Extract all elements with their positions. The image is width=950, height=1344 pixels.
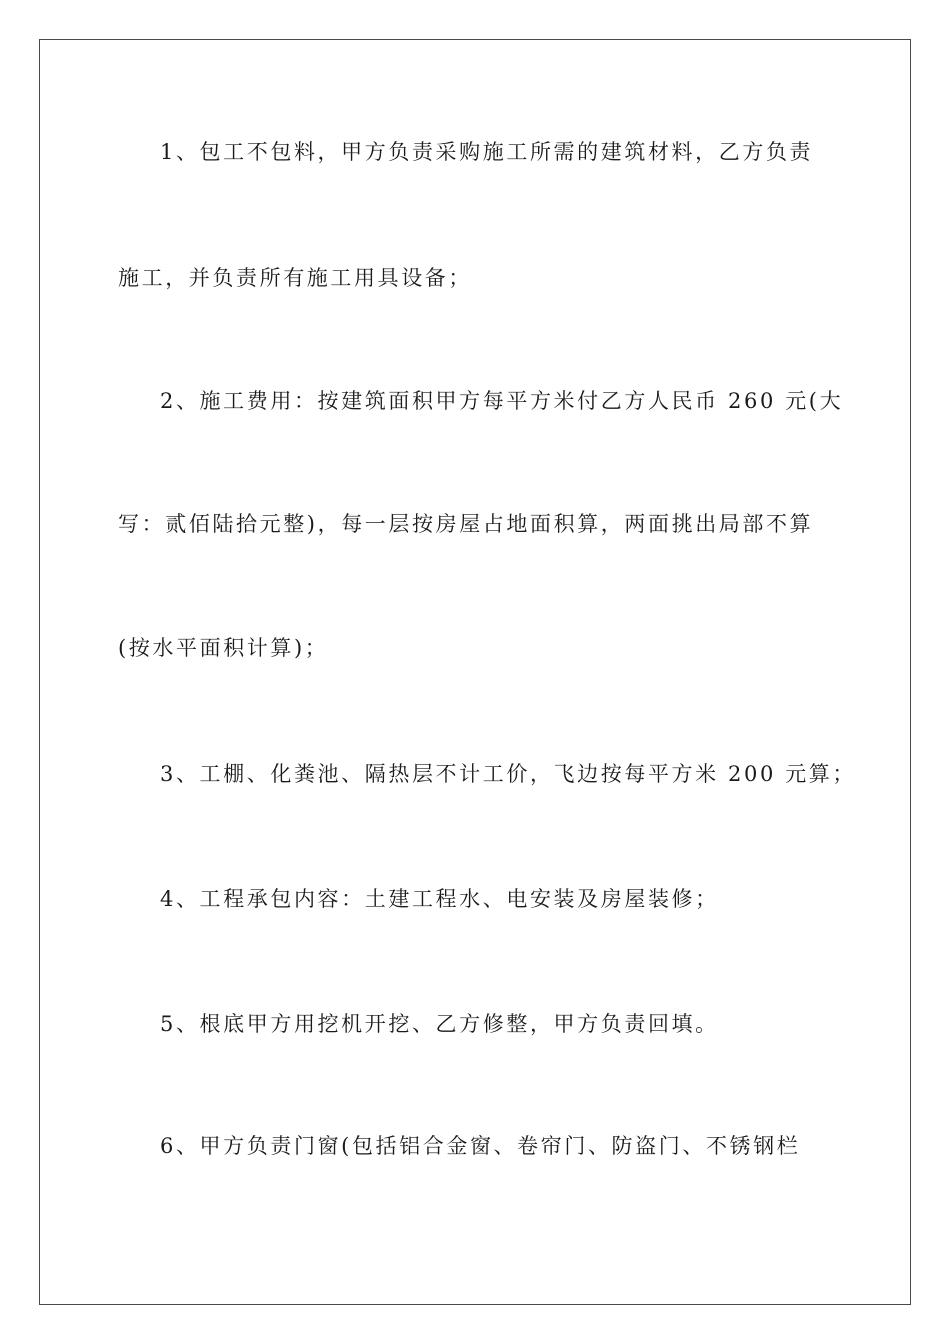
page-border <box>39 39 911 1305</box>
clause-1-line-2: 施工，并负责所有施工用具设备； <box>118 266 472 290</box>
clause-3-line-1: 3、工棚、化粪池、隔热层不计工价，飞边按每平方米 200 元算； <box>160 762 856 786</box>
clause-2-line-2: 写：贰佰陆拾元整)，每一层按房屋占地面积算，两面挑出局部不算 <box>118 512 814 536</box>
clause-4-line-1: 4、工程承包内容：土建工程水、电安装及房屋装修； <box>160 887 719 911</box>
clause-2-line-1: 2、施工费用：按建筑面积甲方每平方米付乙方人民币 260 元(大 <box>160 389 844 413</box>
clause-2-line-3: (按水平面积计算)； <box>118 636 329 660</box>
clause-5-line-1: 5、根底甲方用挖机开挖、乙方修整，甲方负责回填。 <box>160 1012 719 1036</box>
clause-1-line-1: 1、包工不包料，甲方负责采购施工所需的建筑材料，乙方负责 <box>160 140 814 164</box>
clause-6-line-1: 6、甲方负责门窗(包括铝合金窗、卷帘门、防盗门、不锈钢栏 <box>160 1134 801 1158</box>
